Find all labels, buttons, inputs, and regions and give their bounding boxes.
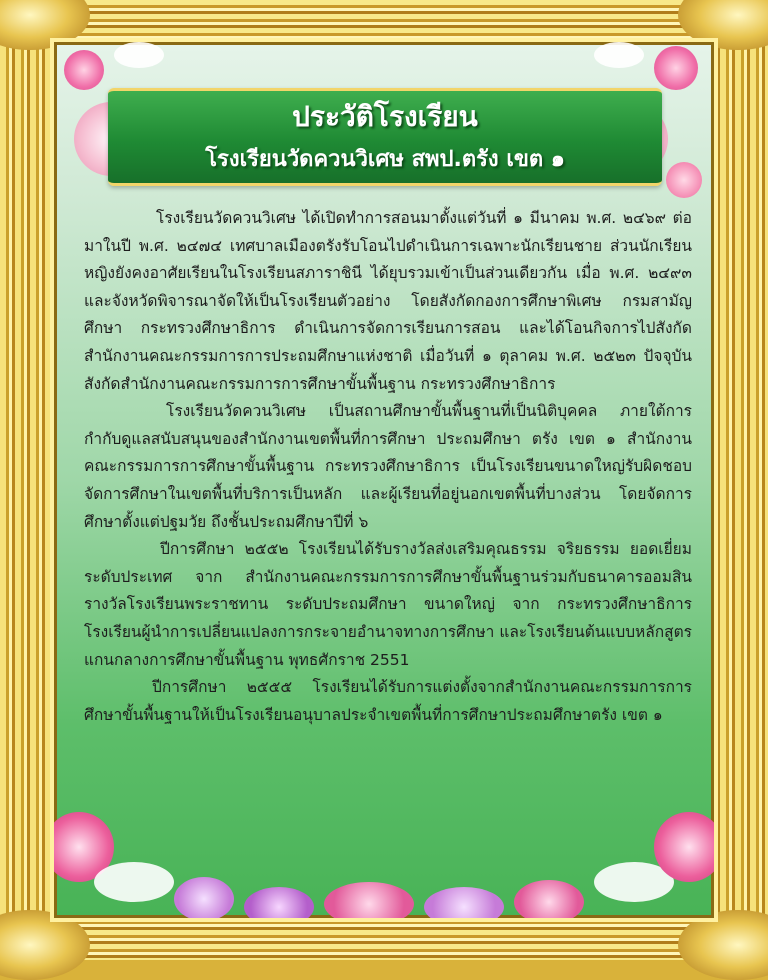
page-subtitle: โรงเรียนวัดควนวิเศษ สพป.ตรัง เขต ๑: [205, 147, 565, 172]
title-banner: [108, 88, 662, 186]
history-paragraph: ปีการศึกษา ๒๕๕๒ โรงเรียนได้รับรางวัลส่งเสริมคุณธรรม จริยธรรม ยอดเยี่ยมระดับประเทศ จาก สำนักงานคณะกรรมการการศึกษาขั้นพื้นฐานร่วมกับธนาคารออมสิน รางวัลโรงเรียนพระราชทาน ระดับประถมศึกษา ขนาดใหญ่ จาก กระทรวงศึกษาธิการ โรงเรียนผู้นำการเปลี่ยนแปลงการกระจายอำนาจทางการศึกษา และโรงเรียนต้นแบบหลักสูตรแกนกลางการศึกษาขั้นพื้นฐาน พุทธศักราช 2551: [84, 540, 692, 669]
frame-top-border: [0, 0, 768, 44]
flower-decoration: [174, 877, 234, 918]
history-paragraph: โรงเรียนวัดควนวิเศษ เป็นสถานศึกษาขั้นพื้นฐานที่เป็นนิติบุคคล ภายใต้การกำกับดูแลสนับสนุนของสำนักงานเขตพื้นที่การศึกษา ประถมศึกษา ตรัง เขต ๑ สำนักงานคณะกรรมการการศึกษาขั้นพื้นฐาน กระทรวงศึกษาธิการ เป็นโรงเรียนขนาดใหญ่รับผิดชอบจัดการศึกษาในเขตพื้นที่บริการเป็นหลัก และผู้เรียนที่อยู่นอกเขตพื้นที่บางส่วน โดยจัดการศึกษาตั้งแต่ปฐมวัย ถึงชั้นประถมศึกษาปีที่ ๖: [84, 402, 692, 531]
history-text: [84, 205, 692, 729]
history-paragraph: โรงเรียนวัดควนวิเศษ ได้เปิดทำการสอนมาตั้งแต่วันที่ ๑ มีนาคม พ.ศ. ๒๔๖๙ ต่อมาในปี พ.ศ. ๒๔๗๔ เทศบาลเมืองตรังรับโอนไปดำเนินการเฉพาะนักเรียนชาย ส่วนนักเรียนหญิงยังคงอาศัยเรียนในโรงเรียนสภาราชินี ได้ยุบรวมเข้าเป็นส่วนเดียวกัน เมื่อ พ.ศ. ๒๔๙๓ และจังหวัดพิจารณาจัดให้เป็นโรงเรียนตัวอย่าง โดยสังกัดกองการศึกษาพิเศษ กรมสามัญศึกษา กระทรวงศึกษาธิการ ดำเนินการจัดการเรียนการสอน และได้โอนกิจการไปสังกัดสำนักงานคณะกรรมการการประถมศึกษาแห่งชาติ เมื่อวันที่ ๑ ตุลาคม พ.ศ. ๒๕๒๓ ปัจจุบันสังกัดสำนักงานคณะกรรมการการศึกษาขั้นพื้นฐาน กระทรวงศึกษาธิการ: [84, 209, 692, 393]
flower-decoration: [324, 882, 414, 918]
flower-decoration: [666, 162, 702, 198]
flower-decoration: [514, 880, 584, 918]
ribbon-decoration: [94, 862, 174, 902]
ribbon-decoration: [114, 42, 164, 68]
ribbon-decoration: [594, 42, 644, 68]
flower-decoration: [424, 887, 504, 918]
history-paragraph: ปีการศึกษา ๒๕๕๕ โรงเรียนได้รับการแต่งตั้งจากสำนักงานคณะกรรมการการศึกษาขั้นพื้นฐานให้เป็นโรงเรียนอนุบาลประจำเขตพื้นที่การศึกษาประถมศึกษาตรัง เขต ๑: [84, 678, 692, 724]
page-title: ประวัติโรงเรียน: [292, 100, 478, 133]
flower-decoration: [244, 887, 314, 918]
flower-decoration: [64, 50, 104, 90]
flower-decoration: [654, 46, 698, 90]
frame-bottom-border: [0, 916, 768, 960]
